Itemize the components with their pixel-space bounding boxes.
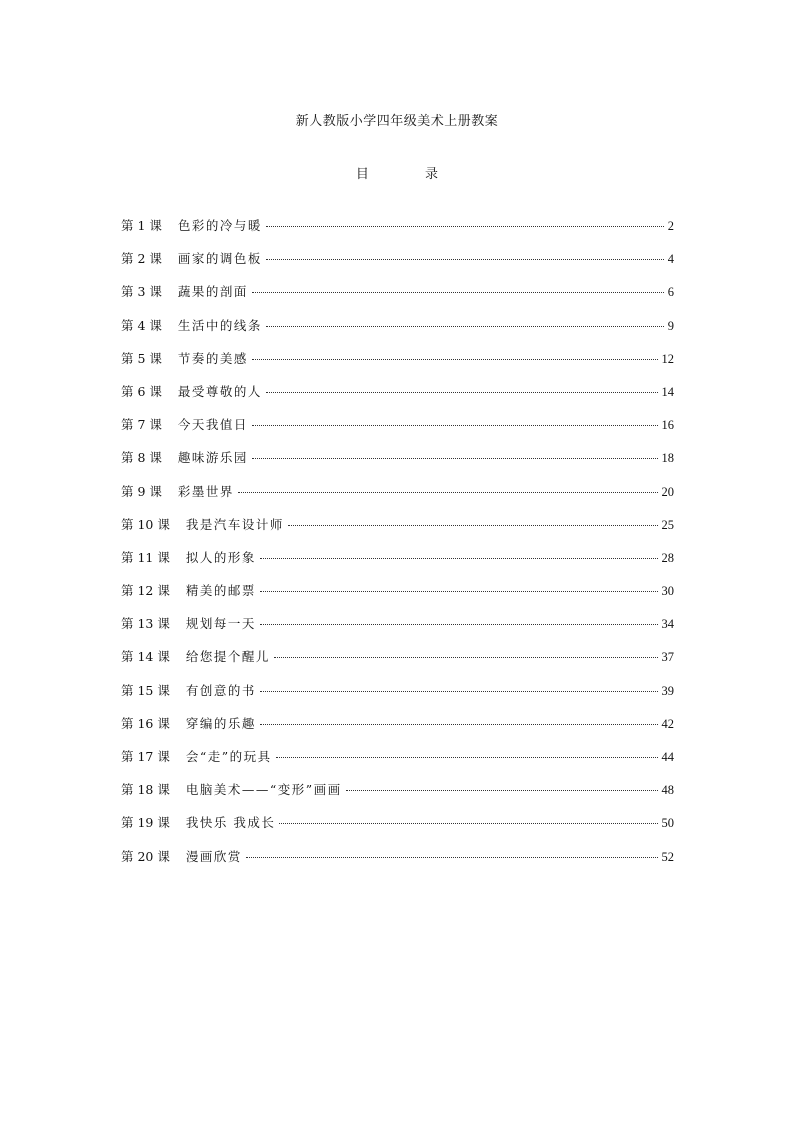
dot-leader <box>238 492 658 493</box>
toc-entry[interactable] <box>121 615 674 648</box>
lesson-number: 第 18 课 <box>121 782 170 798</box>
page-number: 18 <box>661 451 674 466</box>
lesson-number: 第 8 课 <box>121 450 162 466</box>
toc-entry[interactable] <box>121 383 674 416</box>
page-number: 20 <box>661 484 674 499</box>
lesson-title: 会“走”的玩具 <box>185 749 272 764</box>
lesson-number: 第 19 课 <box>121 815 170 831</box>
toc-entry[interactable] <box>121 449 674 482</box>
dot-leader <box>260 691 658 692</box>
toc-entry[interactable] <box>121 549 674 582</box>
lesson-title: 精美的邮票 <box>185 583 256 599</box>
lesson-title: 今天我值日 <box>177 417 248 433</box>
lesson-number: 第 12 课 <box>121 583 170 599</box>
lesson-title: 趣味游乐园 <box>177 450 248 466</box>
page-number: 37 <box>661 650 674 665</box>
page-number: 34 <box>661 617 674 632</box>
lesson-title: 最受尊敬的人 <box>177 383 262 399</box>
toc-entry[interactable] <box>121 317 674 350</box>
lesson-title: 穿编的乐趣 <box>185 715 256 731</box>
toc-entry[interactable] <box>121 748 674 781</box>
page-number: 25 <box>661 517 674 532</box>
dot-leader <box>260 624 658 625</box>
toc-entry[interactable] <box>121 582 674 615</box>
toc-entry[interactable] <box>121 283 674 316</box>
lesson-number: 第 9 课 <box>121 483 162 499</box>
dot-leader <box>260 591 658 592</box>
dot-leader <box>276 757 658 758</box>
toc-entry[interactable] <box>121 715 674 748</box>
lesson-title: 彩墨世界 <box>177 483 234 499</box>
page-number: 6 <box>667 285 674 300</box>
lesson-number: 第 10 课 <box>121 516 170 532</box>
page-number: 48 <box>661 783 674 798</box>
dot-leader <box>266 326 664 327</box>
lesson-number: 第 11 课 <box>121 549 170 565</box>
dot-leader <box>346 790 658 791</box>
lesson-number: 第 2 课 <box>121 251 162 267</box>
page-number: 30 <box>661 584 674 599</box>
dot-leader <box>274 657 658 658</box>
dot-leader <box>246 857 658 858</box>
lesson-number: 第 13 课 <box>121 616 170 632</box>
toc-entry[interactable] <box>121 814 674 847</box>
toc-entry[interactable] <box>121 648 674 681</box>
toc-entry[interactable] <box>121 848 674 881</box>
page-number: 14 <box>661 384 674 399</box>
lesson-title: 规划每一天 <box>185 616 256 632</box>
lesson-number: 第 16 课 <box>121 715 170 731</box>
page-number: 9 <box>667 318 674 333</box>
lesson-number: 第 20 课 <box>121 848 170 864</box>
lesson-title: 我是汽车设计师 <box>185 516 284 532</box>
lesson-title: 蔬果的剖面 <box>177 284 248 300</box>
dot-leader <box>266 259 664 260</box>
lesson-title: 节奏的美感 <box>177 350 248 366</box>
page-number: 42 <box>661 716 674 731</box>
page-number: 50 <box>661 816 674 831</box>
lesson-title: 电脑美术——“变形”画画 <box>185 782 342 798</box>
lesson-number: 第 7 课 <box>121 417 162 433</box>
dot-leader <box>279 823 657 824</box>
page-number: 28 <box>661 550 674 565</box>
lesson-title: 画家的调色板 <box>177 251 262 267</box>
toc-heading: 目 录 <box>355 167 465 182</box>
toc-entry[interactable] <box>121 781 674 814</box>
page-number: 39 <box>661 683 674 698</box>
lesson-title: 有创意的书 <box>185 682 256 698</box>
dot-leader <box>252 292 664 293</box>
lesson-number: 第 15 课 <box>121 682 170 698</box>
page-number: 4 <box>667 252 674 267</box>
dot-leader <box>252 458 658 459</box>
toc-entry[interactable] <box>121 250 674 283</box>
toc-entry[interactable] <box>121 516 674 549</box>
lesson-title: 我快乐 我成长 <box>185 815 276 831</box>
lesson-title: 给您提个醒儿 <box>185 649 270 665</box>
lesson-title: 漫画欣赏 <box>185 848 242 864</box>
table-of-contents <box>121 217 674 881</box>
lesson-number: 第 5 课 <box>121 350 162 366</box>
document-title: 新人教版小学四年级美术上册教案 <box>295 114 499 129</box>
page-number: 2 <box>667 219 674 233</box>
lesson-number: 第 14 课 <box>121 649 170 665</box>
lesson-number: 第 3 课 <box>121 284 162 300</box>
dot-leader <box>266 226 664 227</box>
lesson-title: 色彩的冷与暖 <box>177 218 262 233</box>
toc-entry[interactable] <box>121 350 674 383</box>
dot-leader <box>288 525 658 526</box>
toc-entry[interactable] <box>121 483 674 516</box>
page-number: 52 <box>661 849 674 864</box>
dot-leader <box>252 359 658 360</box>
dot-leader <box>260 724 658 725</box>
toc-entry[interactable] <box>121 416 674 449</box>
toc-entry[interactable] <box>121 682 674 715</box>
dot-leader <box>266 392 658 393</box>
lesson-title: 生活中的线条 <box>177 317 262 333</box>
page-number: 44 <box>661 750 674 764</box>
page-number: 16 <box>661 418 674 433</box>
page-number: 12 <box>661 351 674 366</box>
lesson-title: 拟人的形象 <box>185 549 256 565</box>
lesson-number: 第 4 课 <box>121 317 162 333</box>
dot-leader <box>252 425 658 426</box>
lesson-number: 第 17 课 <box>121 749 170 764</box>
toc-entry[interactable] <box>121 217 674 250</box>
dot-leader <box>260 558 658 559</box>
lesson-number: 第 1 课 <box>121 218 162 233</box>
lesson-number: 第 6 课 <box>121 383 162 399</box>
